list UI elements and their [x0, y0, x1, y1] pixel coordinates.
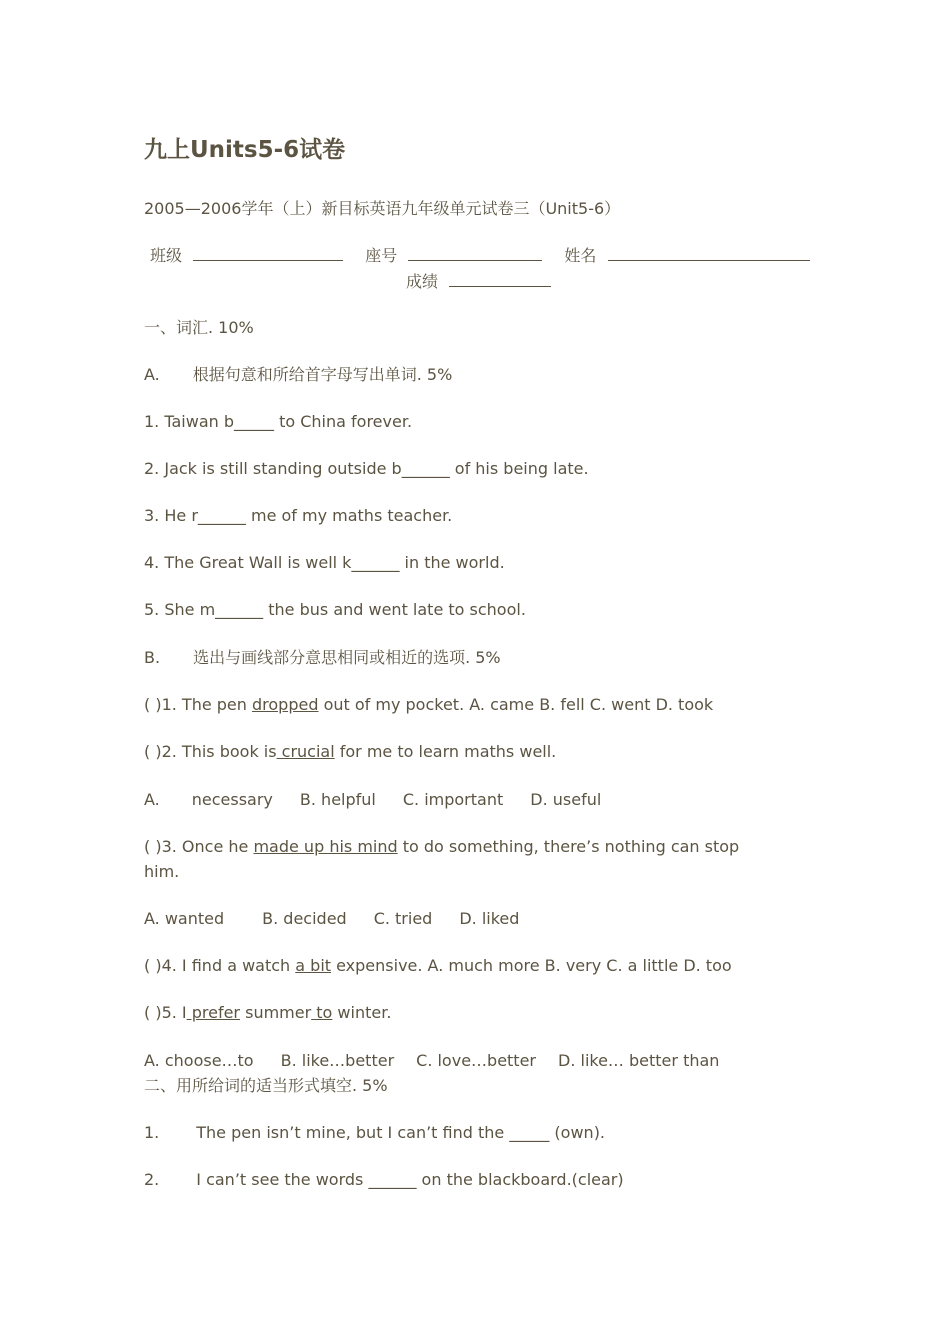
q5-text-start: ( )5. I: [144, 1003, 187, 1022]
q5-options: [144, 1051, 719, 1071]
partB-question-2: [144, 742, 556, 762]
page-title: 九上Units5-6试卷: [144, 137, 346, 163]
q2-underlined: crucial: [276, 742, 335, 761]
q3-option-a: A. wanted: [144, 909, 225, 928]
partA-heading: [144, 365, 452, 385]
q4-underlined: a bit: [295, 956, 332, 975]
section2-item-2: [144, 1170, 624, 1190]
q2-option-c: C. important: [402, 790, 504, 809]
q2-text-start: ( )2. This book is: [144, 742, 277, 761]
q2-option-a-label: A.: [144, 790, 160, 809]
section2-item-1: [144, 1123, 605, 1143]
section1-heading: 一、词汇. 10%: [144, 318, 254, 337]
partA-item-3: 3. He r______ me of my maths teacher.: [144, 506, 453, 525]
q3-continuation: him.: [144, 862, 180, 881]
partB-question-4: [144, 956, 732, 976]
name-label: 姓名: [564, 246, 597, 265]
q5-underlined-prefer: prefer: [186, 1003, 241, 1022]
section2-heading: 二、用所给词的适当形式填空. 5%: [144, 1076, 388, 1095]
q1-underlined: dropped: [252, 695, 319, 714]
q3-text-end: to do something, there’s nothing can stop: [397, 837, 740, 856]
score-blank[interactable]: [449, 272, 551, 287]
q3-underlined: made up his mind: [253, 837, 398, 856]
q3-options: [144, 909, 519, 929]
score-label: 成绩: [406, 272, 439, 291]
q4-text-end: expensive. A. much more B. very C. a little D. too: [331, 956, 732, 975]
q3-option-d: D. liked: [459, 909, 520, 928]
q5-option-a: A. choose…to: [144, 1051, 254, 1070]
partA-item-2: 2. Jack is still standing outside b______ of his being late.: [144, 459, 589, 478]
q3-option-c: C. tried: [373, 909, 433, 928]
partB-instruction: 选出与画线部分意思相同或相近的选项. 5%: [193, 648, 501, 667]
exam-subtitle: 2005—2006学年（上）新目标英语九年级单元试卷三（Unit5-6）: [144, 199, 621, 218]
partB-label: B.: [144, 648, 161, 667]
q5-underlined-to: to: [311, 1003, 333, 1022]
q5-option-d: D. like… better than: [558, 1051, 720, 1070]
class-blank[interactable]: [193, 246, 343, 261]
class-label: 班级: [150, 246, 183, 265]
q3-option-b: B. decided: [262, 909, 347, 928]
q4-text-start: ( )4. I find a watch: [144, 956, 296, 975]
partB-question-1: [144, 695, 713, 715]
section2-item-2-text: I can’t see the words ______ on the blackboard.(clear): [196, 1170, 624, 1189]
seat-label: 座号: [365, 246, 398, 265]
partA-item-4: 4. The Great Wall is well k______ in the world.: [144, 553, 505, 572]
partA-item-5: 5. She m______ the bus and went late to school.: [144, 600, 526, 619]
q3-text-start: ( )3. Once he: [144, 837, 254, 856]
name-blank[interactable]: [608, 246, 810, 261]
q1-text-end: out of my pocket. A. came B. fell C. went D. took: [318, 695, 714, 714]
student-info-row: [150, 246, 810, 266]
section2-item-1-text: The pen isn’t mine, but I can’t find the _____ (own).: [196, 1123, 606, 1142]
partB-question-3: [144, 837, 739, 857]
section2-item-2-number: 2.: [144, 1170, 160, 1189]
q2-options: [144, 790, 601, 810]
partA-label: A.: [144, 365, 160, 384]
q1-text-start: ( )1. The pen: [144, 695, 252, 714]
partB-question-5: [144, 1003, 391, 1023]
section2-item-1-number: 1.: [144, 1123, 160, 1142]
q5-option-c: C. love…better: [416, 1051, 536, 1070]
q5-text-middle: summer: [240, 1003, 312, 1022]
q2-option-d: D. useful: [530, 790, 602, 809]
q2-option-a: necessary: [191, 790, 273, 809]
q2-option-b: B. helpful: [299, 790, 376, 809]
partB-heading: [144, 648, 501, 668]
partA-item-1: 1. Taiwan b_____ to China forever.: [144, 412, 413, 431]
q5-option-b: B. like…better: [280, 1051, 395, 1070]
score-row: [406, 272, 551, 292]
q5-text-end: winter.: [332, 1003, 392, 1022]
seat-blank[interactable]: [408, 246, 542, 261]
q2-text-end: for me to learn maths well.: [334, 742, 557, 761]
partA-instruction: 根据句意和所给首字母写出单词. 5%: [192, 365, 453, 384]
